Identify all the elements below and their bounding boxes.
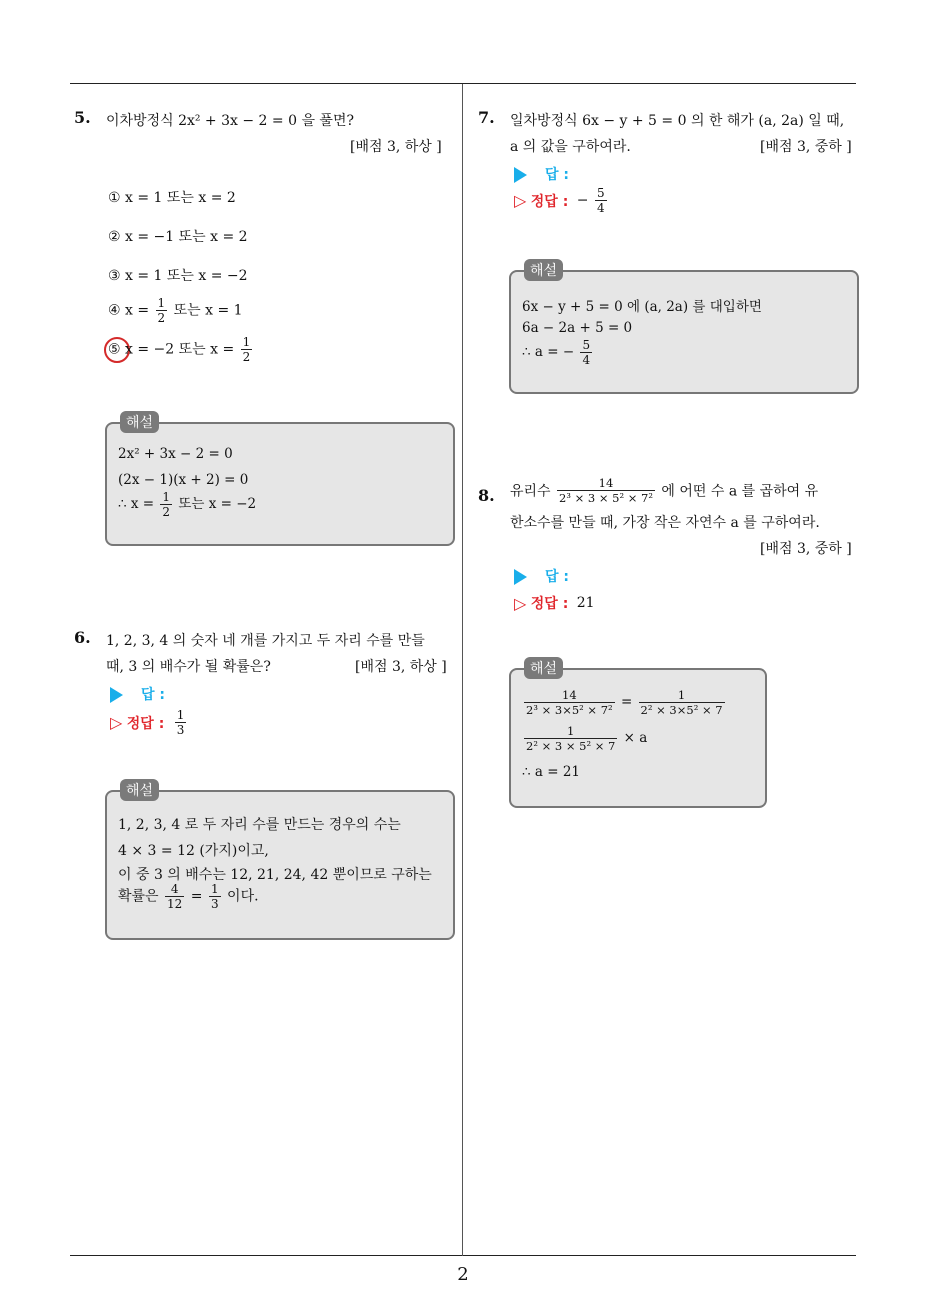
q8-question-line-1: 유리수 $\frac{14}{\text{2³ × 3 × 5² × 7²}}$ 에 어떤 수 a 를 곱하여 유 (510, 476, 819, 505)
option-text: x = −1 또는 x = 2 (125, 229, 248, 245)
option-mark: ④ (108, 302, 121, 319)
option-mark: ② (108, 229, 121, 245)
q5-option-5[interactable] (108, 335, 254, 364)
q6-answer-field[interactable]: 답 : (110, 684, 165, 704)
q6-question-line-2: 때, 3 의 배수가 될 확률은? (106, 659, 271, 675)
q5-number: 5. (74, 108, 91, 127)
q6-explanation-tag: 해설 (120, 779, 159, 801)
q7-answer-field[interactable]: 답 : (514, 164, 569, 184)
q8-answer-field[interactable]: 답 : (514, 566, 569, 586)
q5-option-1[interactable] (108, 187, 236, 207)
fraction: $\frac{1}{2}$ (242, 335, 251, 364)
top-rule (70, 83, 856, 84)
option-text: x = (125, 302, 150, 319)
column-divider (462, 84, 463, 1256)
q8-explain-line-3: ∴ a = 21 (522, 764, 581, 780)
q7-score: [배점 3, 중하 ] (760, 139, 852, 155)
q6-explain-line-2: 4 × 3 = 12 (가지)이고, (118, 843, 269, 859)
option-text: x = 1 또는 x = 2 (125, 190, 236, 206)
q5-score: [배점 3, 하상 ] (350, 139, 442, 155)
play-icon (110, 687, 123, 703)
q5-explain-line-1: 2x² + 3x − 2 = 0 (118, 446, 233, 462)
q6-correct-answer: ▷ 정답 : $\frac{1}{3}$ (110, 708, 185, 737)
q7-number: 7. (478, 108, 495, 127)
q8-question-line-2: 한소수를 만들 때, 가장 작은 자연수 a 를 구하여라. (510, 515, 820, 531)
option-mark: ③ (108, 268, 121, 284)
q8-correct-answer: ▷ 정답 : 21 (514, 593, 595, 613)
q7-question-line-2: a 의 값을 구하여라. (510, 139, 631, 155)
q6-explain-line-4: 확률은 $\frac{4}{12}$ = $\frac{1}{3}$ 이다. (118, 882, 259, 911)
q8-number: 8. (478, 486, 495, 505)
q6-score: [배점 3, 하상 ] (355, 659, 447, 675)
q5-question: 이차방정식 2x² + 3x − 2 = 0 을 풀면? (106, 113, 354, 129)
q7-explain-line-1: 6x − y + 5 = 0 에 (a, 2a) 를 대입하면 (522, 299, 762, 315)
play-icon (514, 167, 527, 183)
page-number: 2 (457, 1264, 469, 1285)
q6-explain-line-1: 1, 2, 3, 4 로 두 자리 수를 만드는 경우의 수는 (118, 817, 401, 833)
q7-question-line-1: 일차방정식 6x − y + 5 = 0 의 한 해가 (a, 2a) 일 때, (510, 113, 845, 129)
option-text-post: 또는 x = 1 (173, 302, 243, 319)
q7-explain-line-2: 6a − 2a + 5 = 0 (522, 320, 633, 336)
q8-explain-line-2: $\frac{1}{\text{2² × 3 × 5² × 7}}$ × a (526, 724, 648, 753)
q7-explanation-tag: 해설 (524, 259, 563, 281)
fraction: $\frac{1}{2}$ (157, 296, 166, 325)
option-text: x = −2 또는 x = (125, 341, 235, 358)
q8-explanation-tag: 해설 (524, 657, 563, 679)
play-icon (514, 569, 527, 585)
q8-score: [배점 3, 중하 ] (760, 541, 852, 557)
q8-explain-line-1: $\frac{14}{\text{2³ × 3×5² × 7²}}$ = $\frac{1}{\text{2² × 3×5² × 7}}$ (526, 688, 723, 717)
q5-explain-line-3: ∴ x = $\frac{1}{2}$ 또는 x = −2 (118, 490, 257, 519)
triangle-outline-icon: ▷ (110, 713, 123, 732)
triangle-outline-icon: ▷ (514, 593, 527, 613)
q7-explain-line-3: ∴ a = − $\frac{5}{4}$ (522, 338, 591, 367)
q5-explain-line-2: (2x − 1)(x + 2) = 0 (118, 472, 249, 488)
q6-number: 6. (74, 628, 91, 647)
q5-explanation-tag: 해설 (120, 411, 159, 433)
q6-question-line-1: 1, 2, 3, 4 의 숫자 네 개를 가지고 두 자리 수를 만들 (106, 633, 425, 649)
option-text: x = 1 또는 x = −2 (125, 268, 248, 284)
q5-option-4[interactable] (108, 296, 243, 325)
q6-explain-line-3: 이 중 3 의 배수는 12, 21, 24, 42 뿐이므로 구하는 (118, 867, 432, 883)
triangle-outline-icon: ▷ (514, 191, 527, 210)
option-mark: ① (108, 190, 121, 206)
option-mark: ⑤ (108, 341, 121, 358)
q5-option-2[interactable] (108, 226, 248, 246)
q7-correct-answer: ▷ 정답 : − $\frac{5}{4}$ (514, 186, 605, 215)
q5-option-3[interactable] (108, 265, 248, 285)
bottom-rule (70, 1255, 856, 1256)
